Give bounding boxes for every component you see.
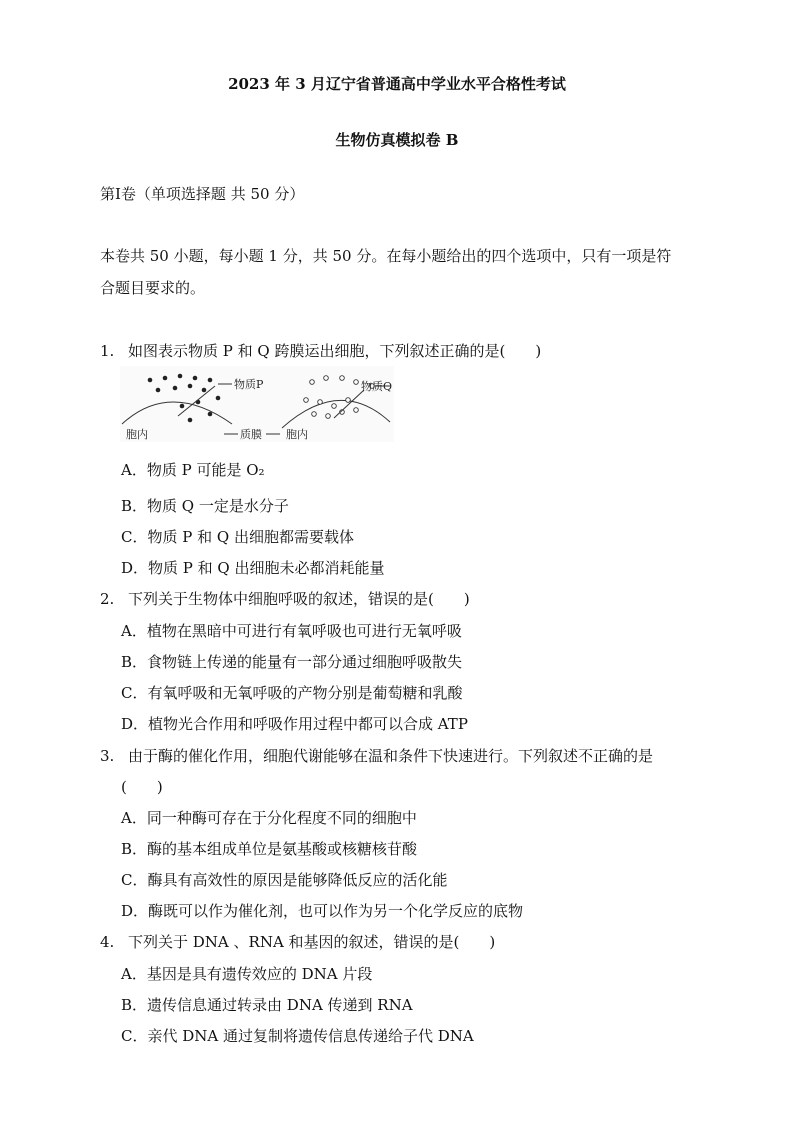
q1-option-a: A．物质 P 可能是 O₂	[121, 461, 265, 479]
figure-label-membrane: 质膜	[240, 428, 262, 441]
q3-option-d: D．酶既可以作为催化剂，也可以作为另一个化学反应的底物	[121, 902, 524, 920]
membrane-transport-figure	[120, 366, 394, 442]
document-title: 2023 年 3 月辽宁省普通高中学业水平合格性考试	[228, 75, 566, 93]
q4-option-b: B．遗传信息通过转录由 DNA 传递到 RNA	[121, 996, 413, 1014]
question-1-stem: 如图表示物质 P 和 Q 跨膜运出细胞，下列叙述正确的是( )	[128, 342, 542, 360]
document-subtitle: 生物仿真模拟卷 B	[335, 131, 459, 149]
q4-option-c: C．亲代 DNA 通过复制将遗传信息传递给子代 DNA	[121, 1027, 474, 1045]
q2-option-d: D．植物光合作用和呼吸作用过程中都可以合成 ATP	[121, 715, 468, 733]
q3-option-a: A．同一种酶可存在于分化程度不同的细胞中	[121, 809, 417, 827]
question-1-number: 1.	[100, 342, 115, 360]
figure-label-inside-right: 胞内	[286, 428, 308, 441]
q3-option-c: C．酶具有高效性的原因是能够降低反应的活化能	[121, 871, 448, 889]
question-3-stem: 由于酶的催化作用，细胞代谢能够在温和条件下快速进行。下列叙述不正确的是	[128, 747, 654, 765]
q1-option-c: C．物质 P 和 Q 出细胞都需要载体	[121, 528, 354, 546]
figure-label-inside-left: 胞内	[126, 428, 148, 441]
question-3-stem-continued: ( )	[121, 778, 163, 796]
q3-option-b: B．酶的基本组成单位是氨基酸或核糖核苷酸	[121, 840, 418, 858]
question-4-stem: 下列关于 DNA 、RNA 和基因的叙述，错误的是( )	[128, 933, 496, 951]
q2-option-a: A．植物在黑暗中可进行有氧呼吸也可进行无氧呼吸	[121, 622, 462, 640]
question-2-stem: 下列关于生物体中细胞呼吸的叙述，错误的是( )	[128, 590, 470, 608]
instructions-line-2: 合题目要求的。	[100, 279, 206, 297]
q4-option-a: A．基因是具有遗传效应的 DNA 片段	[121, 965, 373, 983]
q1-option-b: B．物质 Q 一定是水分子	[121, 497, 289, 515]
q1-option-d: D．物质 P 和 Q 出细胞未必都消耗能量	[121, 559, 385, 577]
q2-option-b: B．食物链上传递的能量有一部分通过细胞呼吸散失	[121, 653, 463, 671]
figure-label-p: 物质P	[234, 378, 264, 391]
question-2-number: 2.	[100, 590, 115, 608]
section-heading: 第Ⅰ卷（单项选择题 共 50 分）	[100, 185, 305, 203]
question-4-number: 4.	[100, 933, 115, 951]
question-3-number: 3.	[100, 747, 115, 765]
figure-label-q: 物质Q	[360, 380, 392, 393]
instructions-line-1: 本卷共 50 小题，每小题 1 分，共 50 分。在每小题给出的四个选项中，只有一项是符	[100, 247, 672, 265]
q2-option-c: C．有氧呼吸和无氧呼吸的产物分别是葡萄糖和乳酸	[121, 684, 463, 702]
